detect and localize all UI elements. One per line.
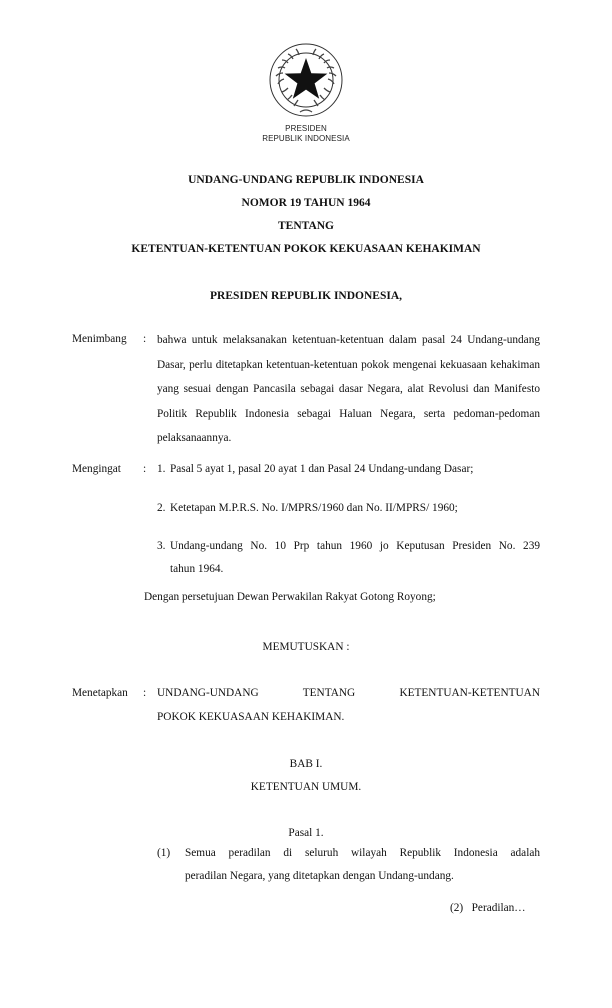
bab-number: BAB I. [289, 758, 323, 770]
memutuskan-heading: MEMUTUSKAN : [262, 641, 350, 653]
mengingat-item-2-text: Ketetapan M.P.R.S. No. I/MPRS/1960 dan No. II/MPRS/ 1960; [170, 502, 458, 514]
institution-line1: PRESIDEN [285, 124, 327, 133]
bab-title: KETENTUAN UMUM. [250, 781, 362, 793]
presiden-emblem-icon [266, 40, 346, 120]
menimbang-colon: : [143, 333, 147, 345]
title-line4: KETENTUAN-KETENTUAN POKOK KEKUASAAN KEHAKIMAN [131, 243, 481, 255]
mengingat-item-2-num: 2. [157, 502, 166, 514]
menimbang-label: Menimbang [72, 333, 127, 345]
menetapkan-line1: UNDANG-UNDANG TENTANG KETENTUAN-KETENTUAN [157, 687, 540, 699]
mengingat-item-3-text: Undang-undang No. 10 Prp tahun 1960 jo Keputusan Presiden No. 239 [170, 540, 540, 552]
pasal-1-ayat-1-num: (1) [157, 847, 171, 859]
menetapkan-colon: : [143, 687, 147, 699]
pasal-1-ayat-1-line1: Semua peradilan di seluruh wilayah Republik Indonesia adalah [185, 847, 540, 859]
persetujuan-text: Dengan persetujuan Dewan Perwakilan Rakyat Gotong Royong; [144, 591, 436, 603]
mengingat-colon: : [143, 463, 147, 475]
title-line1: UNDANG-UNDANG REPUBLIK INDONESIA [188, 174, 424, 186]
mengingat-item-3-num: 3. [157, 540, 166, 552]
title-line3: TENTANG [277, 220, 335, 232]
menetapkan-label: Menetapkan [72, 687, 128, 699]
mengingat-item-1-num: 1. [157, 463, 166, 475]
page-continuation-note: (2) Peradilan… [450, 902, 526, 914]
mengingat-item-3-text-cont: tahun 1964. [170, 563, 224, 575]
pasal-1-title: Pasal 1. [288, 827, 324, 839]
institution-line2: REPUBLIK INDONESIA [262, 134, 350, 143]
menimbang-text: bahwa untuk melaksanakan ketentuan-ketentuan dalam pasal 24 Undang-undang Dasar, perlu ditetapkan ketentuan-ketentuan pokok mengenai kekuasaan kehakiman yang sesuai dengan Pancasila sebagai dasar Negara, alat Revolusi dan Manifesto Politik Republik Indonesia sebagai Haluan Negara, serta pedoman-pedoman pelaksanaannya. [157, 334, 540, 444]
title-line2: NOMOR 19 TAHUN 1964 [241, 197, 371, 209]
menetapkan-line2: POKOK KEKUASAAN KEHAKIMAN. [157, 711, 345, 723]
mengingat-label: Mengingat [72, 463, 121, 475]
pasal-1-ayat-1-line2: peradilan Negara, yang ditetapkan dengan Undang-undang. [185, 870, 454, 882]
mengingat-item-1-text: Pasal 5 ayat 1, pasal 20 ayat 1 dan Pasal 24 Undang-undang Dasar; [170, 463, 474, 475]
issuer-heading: PRESIDEN REPUBLIK INDONESIA, [209, 290, 403, 302]
